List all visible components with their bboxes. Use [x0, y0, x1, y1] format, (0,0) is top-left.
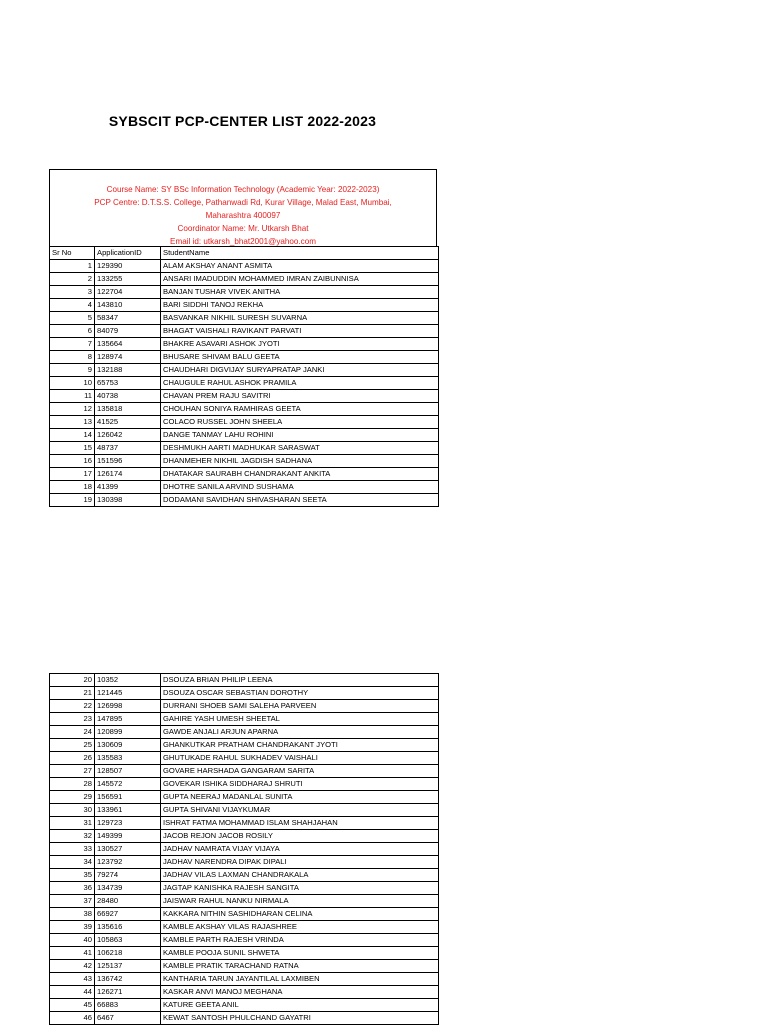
header-student-name: StudentName: [161, 247, 439, 260]
table-row: [50, 765, 439, 778]
student-name-cell: GUPTA SHIVANI VIJAYKUMAR: [161, 804, 439, 817]
application-id-cell: 120899: [95, 726, 161, 739]
sr-no-cell: 5: [50, 312, 95, 325]
application-id-cell: 135616: [95, 921, 161, 934]
student-name-cell: KANTHARIA TARUN JAYANTILAL LAXMIBEN: [161, 973, 439, 986]
student-name-cell: GAHIRE YASH UMESH SHEETAL: [161, 713, 439, 726]
table-row: [50, 442, 439, 455]
student-name-cell: DURRANI SHOEB SAMI SALEHA PARVEEN: [161, 700, 439, 713]
table-row: [50, 830, 439, 843]
table-row: [50, 700, 439, 713]
table-row: [50, 364, 439, 377]
sr-no-cell: 21: [50, 687, 95, 700]
application-id-cell: 84079: [95, 325, 161, 338]
table-row: [50, 403, 439, 416]
sr-no-cell: 19: [50, 494, 95, 507]
table-row: [50, 286, 439, 299]
student-name-cell: JADHAV NAMRATA VIJAY VIJAYA: [161, 843, 439, 856]
page-title: SYBSCIT PCP-CENTER LIST 2022-2023: [108, 113, 377, 129]
sr-no-cell: 45: [50, 999, 95, 1012]
sr-no-cell: 30: [50, 804, 95, 817]
sr-no-cell: 31: [50, 817, 95, 830]
application-id-cell: 132188: [95, 364, 161, 377]
student-name-cell: KAMBLE AKSHAY VILAS RAJASHREE: [161, 921, 439, 934]
sr-no-cell: 16: [50, 455, 95, 468]
table-row: [50, 713, 439, 726]
application-id-cell: 58347: [95, 312, 161, 325]
table-row: [50, 260, 439, 273]
student-name-cell: ALAM AKSHAY ANANT ASMITA: [161, 260, 439, 273]
student-name-cell: DSOUZA BRIAN PHILIP LEENA: [161, 674, 439, 687]
table-row: [50, 416, 439, 429]
application-id-cell: 122704: [95, 286, 161, 299]
student-name-cell: DHANMEHER NIKHIL JAGDISH SADHANA: [161, 455, 439, 468]
table-row: [50, 934, 439, 947]
student-name-cell: JADHAV NARENDRA DIPAK DIPALI: [161, 856, 439, 869]
sr-no-cell: 13: [50, 416, 95, 429]
application-id-cell: 121445: [95, 687, 161, 700]
table-row: [50, 312, 439, 325]
sr-no-cell: 8: [50, 351, 95, 364]
application-id-cell: 143810: [95, 299, 161, 312]
student-name-cell: BHUSARE SHIVAM BALU GEETA: [161, 351, 439, 364]
sr-no-cell: 36: [50, 882, 95, 895]
application-id-cell: 126998: [95, 700, 161, 713]
application-id-cell: 48737: [95, 442, 161, 455]
table-row: [50, 921, 439, 934]
application-id-cell: 41525: [95, 416, 161, 429]
application-id-cell: 106218: [95, 947, 161, 960]
student-name-cell: GHUTUKADE RAHUL SUKHADEV VAISHALI: [161, 752, 439, 765]
table-row: [50, 325, 439, 338]
table-row: [50, 481, 439, 494]
pcp-centre-line1: PCP Centre: D.T.S.S. College, Pathanwadi Rd, Kurar Village, Malad East, Mumbai,: [94, 198, 392, 207]
table-row: [50, 739, 439, 752]
application-id-cell: 125137: [95, 960, 161, 973]
coordinator-name: Coordinator Name: Mr. Utkarsh Bhat: [177, 224, 309, 233]
sr-no-cell: 6: [50, 325, 95, 338]
sr-no-cell: 39: [50, 921, 95, 934]
application-id-cell: 133255: [95, 273, 161, 286]
table-row: [50, 973, 439, 986]
student-name-cell: JAISWAR RAHUL NANKU NIRMALA: [161, 895, 439, 908]
sr-no-cell: 12: [50, 403, 95, 416]
student-name-cell: KEWAT SANTOSH PHULCHAND GAYATRI: [161, 1012, 439, 1025]
application-id-cell: 129723: [95, 817, 161, 830]
table-row: [50, 908, 439, 921]
application-id-cell: 151596: [95, 455, 161, 468]
table-row: [50, 817, 439, 830]
sr-no-cell: 29: [50, 791, 95, 804]
application-id-cell: 130398: [95, 494, 161, 507]
student-name-cell: COLACO RUSSEL JOHN SHEELA: [161, 416, 439, 429]
header-sr-no: Sr No: [50, 247, 95, 260]
student-name-cell: JAGTAP KANISHKA RAJESH SANGITA: [161, 882, 439, 895]
table-row: [50, 778, 439, 791]
application-id-cell: 126042: [95, 429, 161, 442]
student-name-cell: BANJAN TUSHAR VIVEK ANITHA: [161, 286, 439, 299]
sr-no-cell: 41: [50, 947, 95, 960]
sr-no-cell: 4: [50, 299, 95, 312]
application-id-cell: 66883: [95, 999, 161, 1012]
sr-no-cell: 20: [50, 674, 95, 687]
sr-no-cell: 7: [50, 338, 95, 351]
application-id-cell: 156591: [95, 791, 161, 804]
student-name-cell: GUPTA NEERAJ MADANLAL SUNITA: [161, 791, 439, 804]
student-name-cell: DANGE TANMAY LAHU ROHINI: [161, 429, 439, 442]
sr-no-cell: 42: [50, 960, 95, 973]
sr-no-cell: 15: [50, 442, 95, 455]
student-name-cell: CHAVAN PREM RAJU SAVITRI: [161, 390, 439, 403]
student-name-cell: KASKAR ANVI MANOJ MEGHANA: [161, 986, 439, 999]
application-id-cell: 145572: [95, 778, 161, 791]
student-name-cell: BASVANKAR NIKHIL SURESH SUVARNA: [161, 312, 439, 325]
table-row: [50, 390, 439, 403]
table-row: [50, 804, 439, 817]
table-row: [50, 377, 439, 390]
sr-no-cell: 32: [50, 830, 95, 843]
sr-no-cell: 44: [50, 986, 95, 999]
table-row: [50, 687, 439, 700]
sr-no-cell: 38: [50, 908, 95, 921]
application-id-cell: 130527: [95, 843, 161, 856]
sr-no-cell: 10: [50, 377, 95, 390]
application-id-cell: 136742: [95, 973, 161, 986]
application-id-cell: 65753: [95, 377, 161, 390]
student-name-cell: GOVARE HARSHADA GANGARAM SARITA: [161, 765, 439, 778]
student-name-cell: KAMBLE POOJA SUNIL SHWETA: [161, 947, 439, 960]
pcp-centre-line2: Maharashtra 400097: [205, 211, 281, 220]
sr-no-cell: 17: [50, 468, 95, 481]
student-table-page1: [49, 246, 439, 507]
table-row: [50, 338, 439, 351]
application-id-cell: 79274: [95, 869, 161, 882]
table-row: [50, 856, 439, 869]
table-row: [50, 494, 439, 507]
student-name-cell: GOVEKAR ISHIKA SIDDHARAJ SHRUTI: [161, 778, 439, 791]
table-row: [50, 468, 439, 481]
table-header-row: [50, 247, 439, 260]
application-id-cell: 126174: [95, 468, 161, 481]
sr-no-cell: 28: [50, 778, 95, 791]
application-id-cell: 40738: [95, 390, 161, 403]
sr-no-cell: 24: [50, 726, 95, 739]
student-table-page2: [49, 673, 439, 1025]
application-id-cell: 10352: [95, 674, 161, 687]
table-row: [50, 843, 439, 856]
sr-no-cell: 37: [50, 895, 95, 908]
application-id-cell: 41399: [95, 481, 161, 494]
student-name-cell: BHAKRE ASAVARI ASHOK JYOTI: [161, 338, 439, 351]
application-id-cell: 66927: [95, 908, 161, 921]
table-row: [50, 273, 439, 286]
application-id-cell: 28480: [95, 895, 161, 908]
application-id-cell: 130609: [95, 739, 161, 752]
student-name-cell: CHAUGULE RAHUL ASHOK PRAMILA: [161, 377, 439, 390]
sr-no-cell: 11: [50, 390, 95, 403]
table-row: [50, 986, 439, 999]
table-row: [50, 674, 439, 687]
application-id-cell: 6467: [95, 1012, 161, 1025]
table-row: [50, 429, 439, 442]
table-row: [50, 947, 439, 960]
header-application-id: ApplicationID: [95, 247, 161, 260]
application-id-cell: 135818: [95, 403, 161, 416]
student-name-cell: CHAUDHARI DIGVIJAY SURYAPRATAP JANKI: [161, 364, 439, 377]
student-name-cell: KAKKARA NITHIN SASHIDHARAN CELINA: [161, 908, 439, 921]
application-id-cell: 134739: [95, 882, 161, 895]
table-row: [50, 895, 439, 908]
student-name-cell: DESHMUKH AARTI MADHUKAR SARASWAT: [161, 442, 439, 455]
student-name-cell: JADHAV VILAS LAXMAN CHANDRAKALA: [161, 869, 439, 882]
student-name-cell: CHOUHAN SONIYA RAMHIRAS GEETA: [161, 403, 439, 416]
table-row: [50, 351, 439, 364]
table-row: [50, 882, 439, 895]
student-name-cell: JACOB REJON JACOB ROSILY: [161, 830, 439, 843]
table-row: [50, 726, 439, 739]
application-id-cell: 126271: [95, 986, 161, 999]
application-id-cell: 123792: [95, 856, 161, 869]
student-name-cell: ISHRAT FATMA MOHAMMAD ISLAM SHAHJAHAN: [161, 817, 439, 830]
student-name-cell: ANSARI IMADUDDIN MOHAMMED IMRAN ZAIBUNNISA: [161, 273, 439, 286]
sr-no-cell: 43: [50, 973, 95, 986]
coordinator-email: Email id: utkarsh_bhat2001@yahoo.com: [170, 237, 316, 246]
sr-no-cell: 2: [50, 273, 95, 286]
sr-no-cell: 18: [50, 481, 95, 494]
table-row: [50, 791, 439, 804]
table-row: [50, 455, 439, 468]
student-name-cell: DSOUZA OSCAR SEBASTIAN DOROTHY: [161, 687, 439, 700]
student-name-cell: DODAMANI SAVIDHAN SHIVASHARAN SEETA: [161, 494, 439, 507]
course-info-box: [49, 169, 437, 246]
table-row: [50, 960, 439, 973]
student-name-cell: GAWDE ANJALI ARJUN APARNA: [161, 726, 439, 739]
student-name-cell: DHATAKAR SAURABH CHANDRAKANT ANKITA: [161, 468, 439, 481]
application-id-cell: 129390: [95, 260, 161, 273]
sr-no-cell: 14: [50, 429, 95, 442]
table-row: [50, 1012, 439, 1025]
sr-no-cell: 23: [50, 713, 95, 726]
course-name: Course Name: SY BSc Information Technology (Academic Year: 2022-2023): [106, 185, 380, 194]
sr-no-cell: 35: [50, 869, 95, 882]
application-id-cell: 133961: [95, 804, 161, 817]
student-name-cell: KAMBLE PARTH RAJESH VRINDA: [161, 934, 439, 947]
sr-no-cell: 27: [50, 765, 95, 778]
student-name-cell: KATURE GEETA ANIL: [161, 999, 439, 1012]
student-name-cell: GHANKUTKAR PRATHAM CHANDRAKANT JYOTI: [161, 739, 439, 752]
sr-no-cell: 1: [50, 260, 95, 273]
student-name-cell: KAMBLE PRATIK TARACHAND RATNA: [161, 960, 439, 973]
sr-no-cell: 33: [50, 843, 95, 856]
table-row: [50, 752, 439, 765]
sr-no-cell: 34: [50, 856, 95, 869]
application-id-cell: 135664: [95, 338, 161, 351]
sr-no-cell: 22: [50, 700, 95, 713]
sr-no-cell: 9: [50, 364, 95, 377]
application-id-cell: 128507: [95, 765, 161, 778]
application-id-cell: 149399: [95, 830, 161, 843]
sr-no-cell: 40: [50, 934, 95, 947]
student-name-cell: BARI SIDDHI TANOJ REKHA: [161, 299, 439, 312]
table-row: [50, 869, 439, 882]
sr-no-cell: 25: [50, 739, 95, 752]
student-name-cell: DHOTRE SANILA ARVIND SUSHAMA: [161, 481, 439, 494]
sr-no-cell: 3: [50, 286, 95, 299]
application-id-cell: 128974: [95, 351, 161, 364]
application-id-cell: 147895: [95, 713, 161, 726]
application-id-cell: 135583: [95, 752, 161, 765]
student-name-cell: BHAGAT VAISHALI RAVIKANT PARVATI: [161, 325, 439, 338]
table-row: [50, 999, 439, 1012]
sr-no-cell: 46: [50, 1012, 95, 1025]
table-row: [50, 299, 439, 312]
sr-no-cell: 26: [50, 752, 95, 765]
application-id-cell: 105863: [95, 934, 161, 947]
